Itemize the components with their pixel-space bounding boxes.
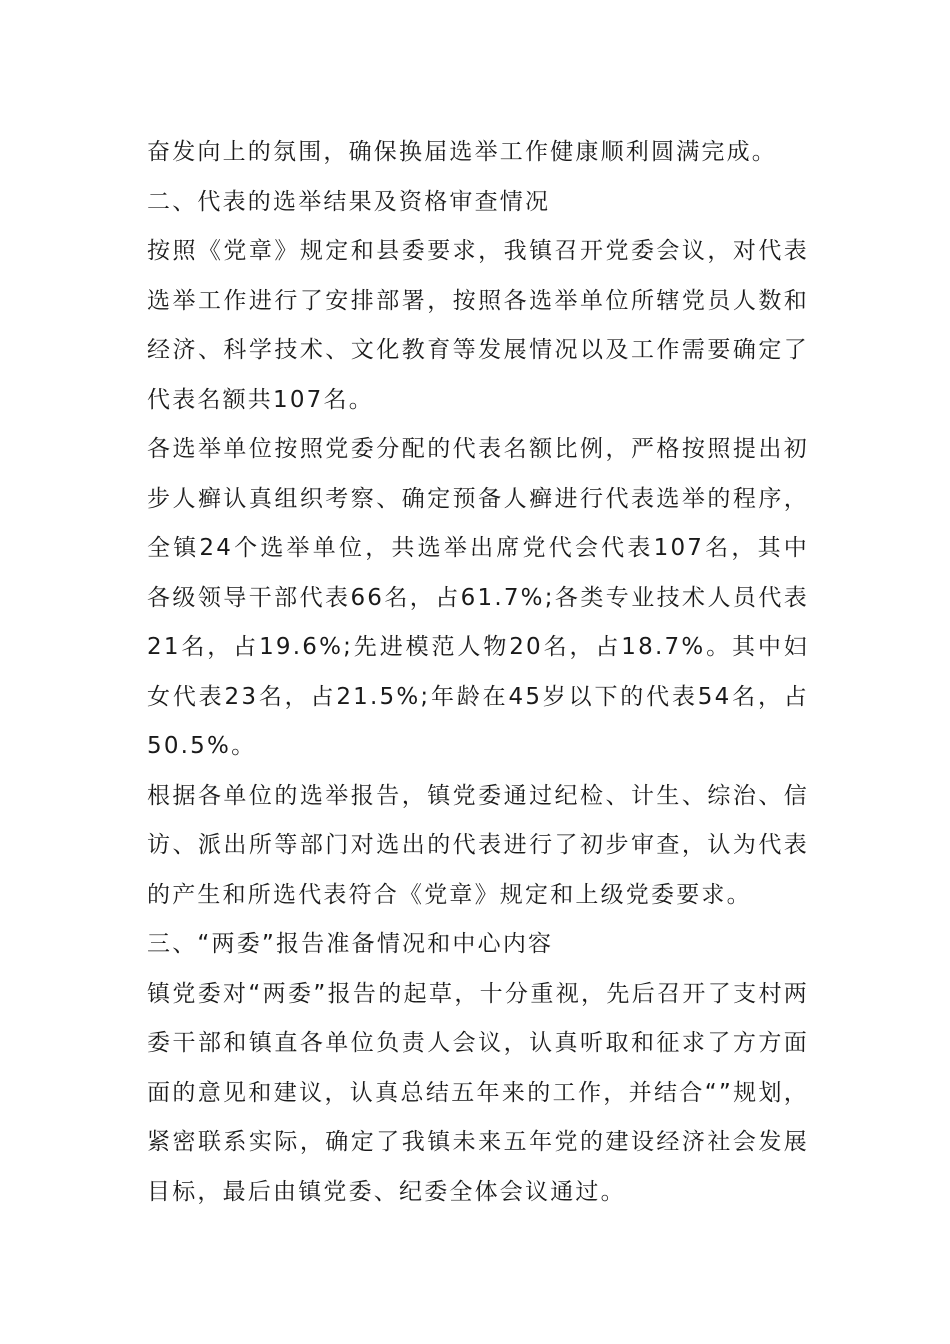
paragraph-quota-allocation: 按照《党章》规定和县委要求，我镇召开党委会议，对代表选举工作进行了安排部署，按照各选举单位所辖党员人数和经济、科学技术、文化教育等发展情况以及工作需要确定了代表名额共107名。 bbox=[147, 238, 809, 413]
paragraph-opening-continuation: 奋发向上的氛围，确保换届选举工作健康顺利圆满完成。 bbox=[147, 139, 777, 165]
paragraph-qualification-review: 根据各单位的选举报告，镇党委通过纪检、计生、综治、信访、派出所等部门对选出的代表进行了初步审查，认为代表的产生和所选代表符合《党章》规定和上级党委要求。 bbox=[147, 782, 809, 908]
paragraph-election-statistics: 各选举单位按照党委分配的代表名额比例，严格按照提出初步人癣认真组织考察、确定预备人癣进行代表选举的程序，全镇24个选举单位，共选举出席党代会代表107名，其中各级领导干部代表66名，占61.7%;各类专业技术人员代表21名，占19.6%;先进模范人物20名，占18.7%。其中妇女代表23名，占21.5%;年龄在45岁以下的代表54名，占50.5%。 bbox=[147, 436, 809, 759]
document-body bbox=[147, 128, 809, 1217]
paragraph-report-drafting: 镇党委对“两委”报告的起草，十分重视，先后召开了支村两委干部和镇直各单位负责人会议，认真听取和征求了方方面面的意见和建议，认真总结五年来的工作，并结合“”规划，紧密联系实际，确定了我镇未来五年党的建设经济社会发展目标，最后由镇党委、纪委全体会议通过。 bbox=[147, 980, 809, 1205]
section-heading-election-results: 二、代表的选举结果及资格审查情况 bbox=[147, 188, 551, 215]
section-heading-two-committees-report: 三、“两委”报告准备情况和中心内容 bbox=[147, 931, 554, 957]
